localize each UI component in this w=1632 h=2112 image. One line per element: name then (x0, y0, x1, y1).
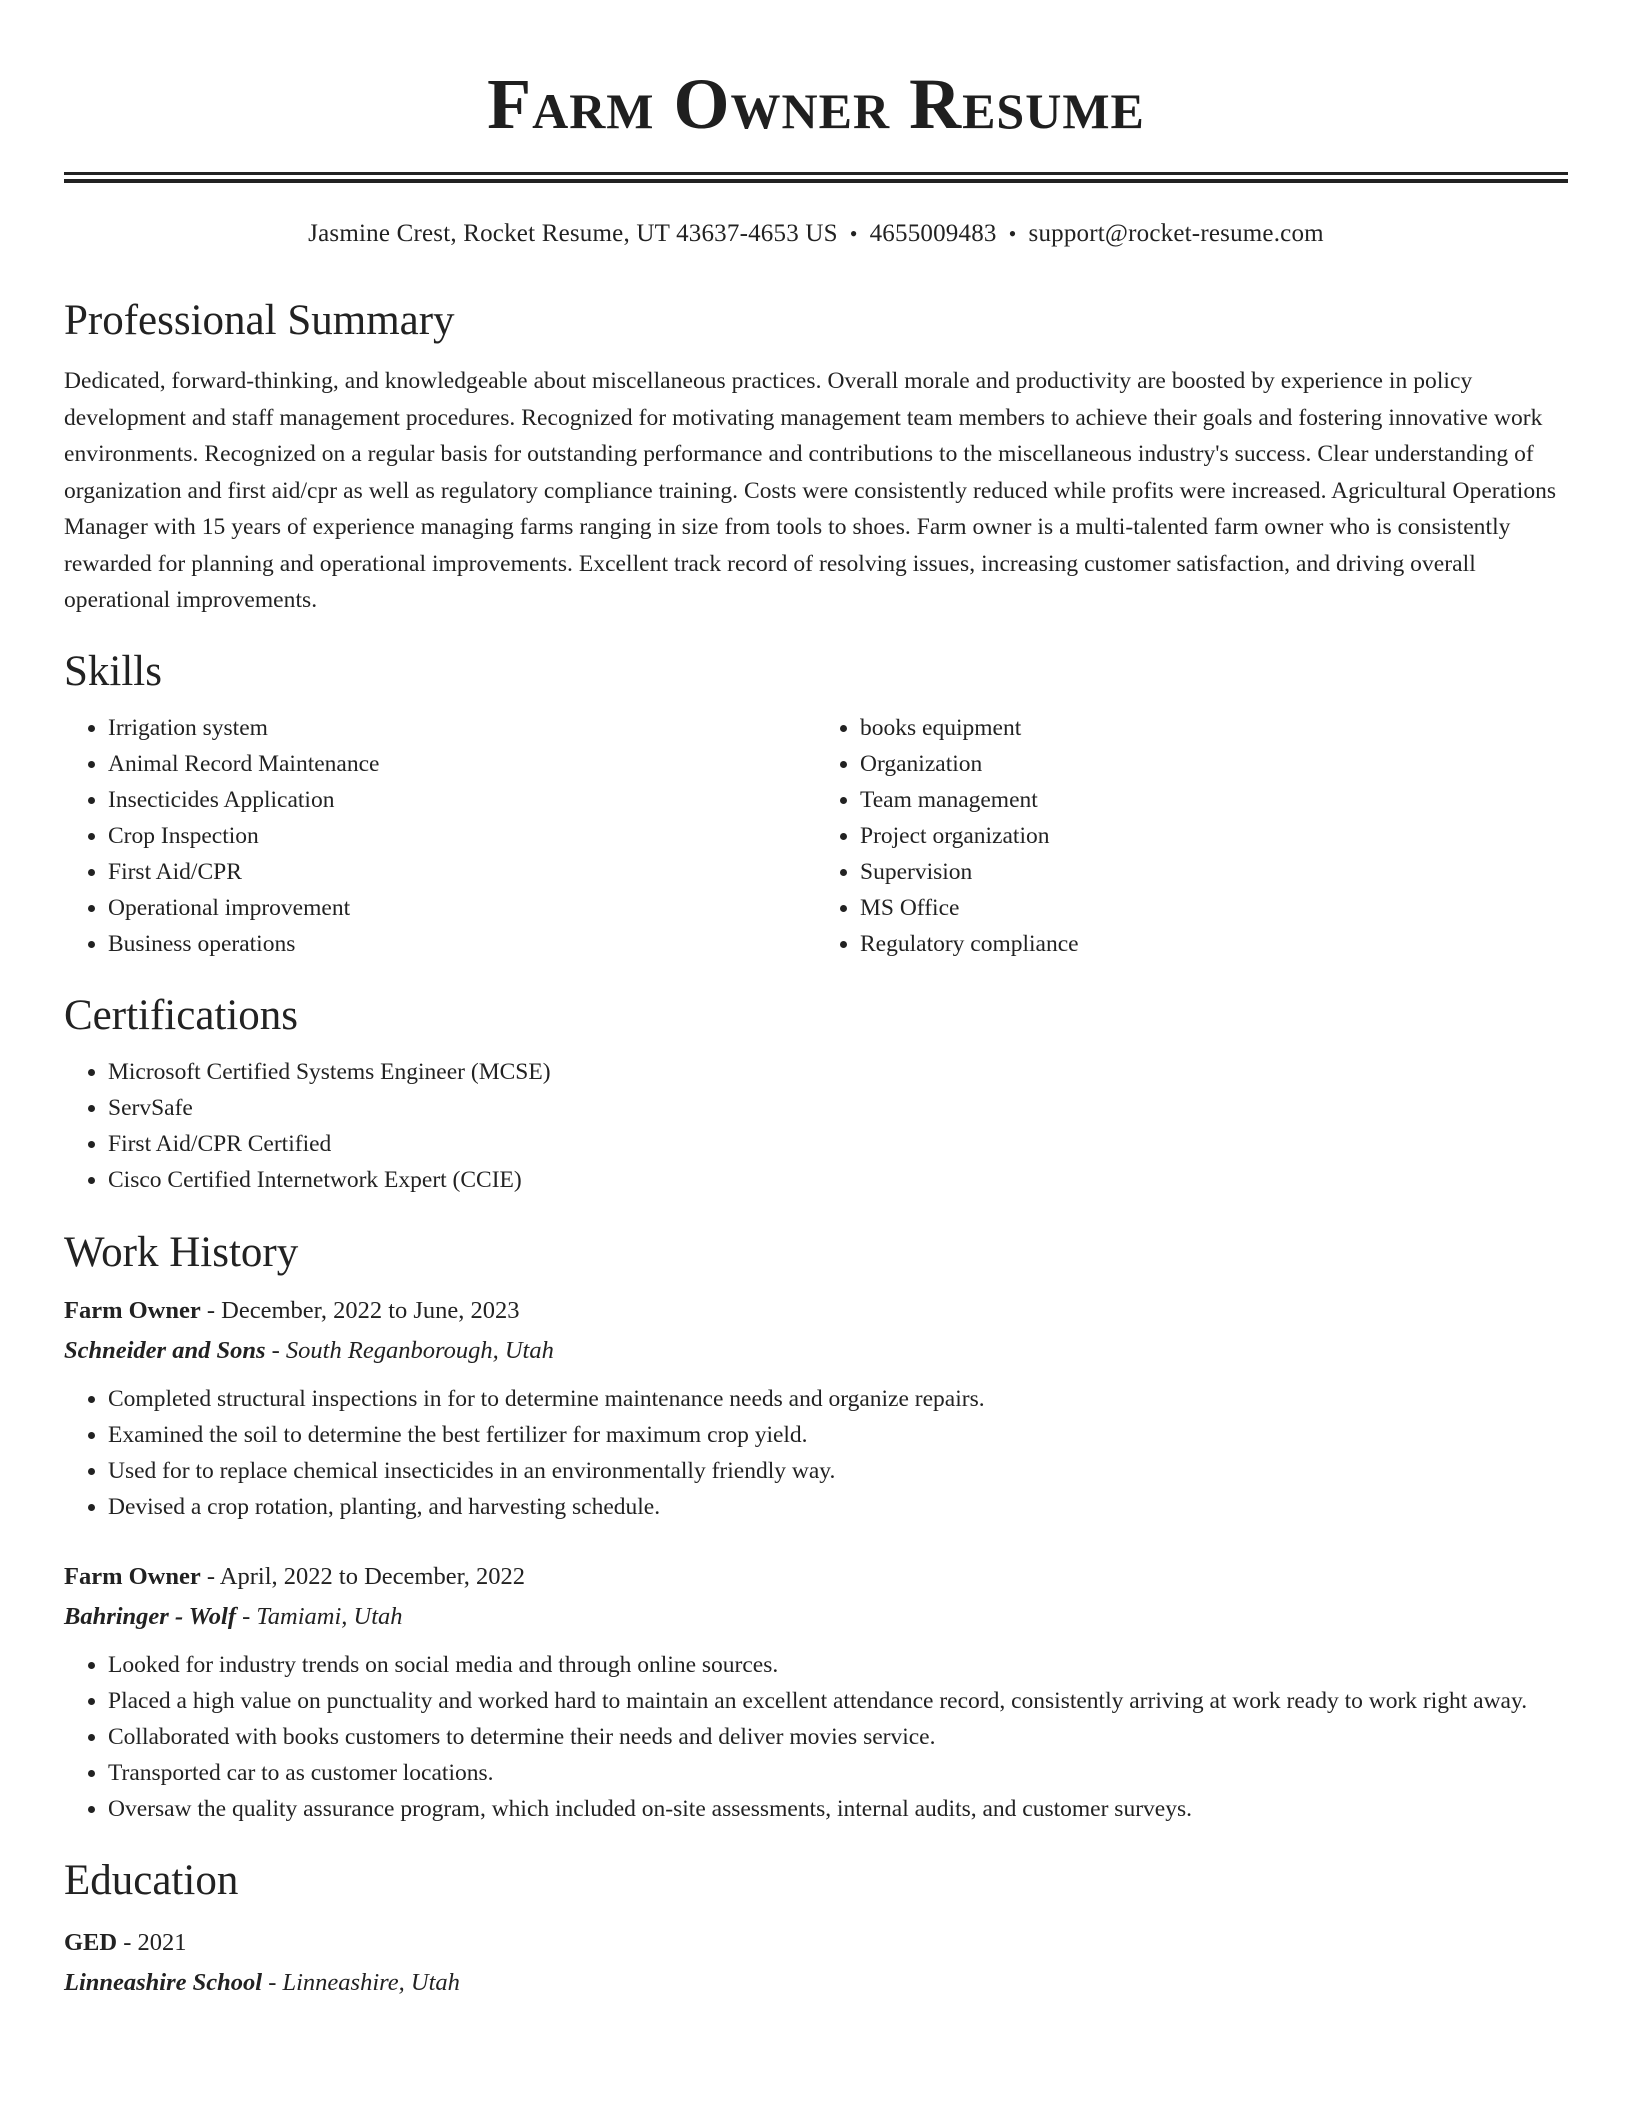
job-title-line (64, 1293, 1568, 1329)
contact-phone: 4655009483 (869, 220, 997, 247)
job-title: Farm Owner (64, 1296, 201, 1324)
skill-item: • books equipment (860, 710, 1568, 746)
contact-separator: • (849, 221, 858, 246)
skill-item: • MS Office (860, 890, 1568, 926)
job-location: - South Reganborough, Utah (265, 1336, 554, 1364)
skill-item: • Team management (860, 782, 1568, 818)
skill-item: • Regulatory compliance (860, 926, 1568, 962)
skills-list-right (816, 710, 1568, 962)
contact-address: Jasmine Crest, Rocket Resume, UT 43637-4653 US (308, 220, 838, 247)
job-duty: • Devised a crop rotation, planting, and harvesting schedule. (108, 1489, 1568, 1525)
summary-text: Dedicated, forward-thinking, and knowledgeable about miscellaneous practices. Overall morale and productivity are boosted by experience in policy development and staff management procedures. Recognized for motivating management team members to achieve their goals and fostering innovative work environments. Recognized on a regular basis for outstanding performance and contributions to the miscellaneous industry's success. Clear understanding of organization and first aid/cpr as well as regulatory compliance training. Costs were consistently reduced while profits were increased. Agricultural Operations Manager with 15 years of experience managing farms ranging in size from tools to shoes. Farm owner is a multi-talented farm owner who is consistently rewarded for planning and operational improvements. Excellent track record of resolving issues, increasing customer satisfaction, and driving overall operational improvements. (64, 368, 1557, 613)
job-duty: • Completed structural inspections in for to determine maintenance needs and organize repairs. (108, 1381, 1568, 1417)
job-title: Farm Owner (64, 1562, 201, 1590)
skill-item: • Crop Inspection (108, 818, 816, 854)
job-duty: • Used for to replace chemical insecticides in an environmentally friendly way. (108, 1453, 1568, 1489)
education-degree-line (64, 1925, 1568, 1961)
skill-item: • Supervision (860, 854, 1568, 890)
job-entry (64, 1293, 1568, 1525)
job-title-line (64, 1559, 1568, 1595)
education-year: - 2021 (117, 1928, 187, 1956)
job-duties-list (64, 1647, 1568, 1827)
job-duty: • Placed a high value on punctuality and worked hard to maintain an excellent attendance record, consistently arriving at work ready to work right away. (108, 1683, 1568, 1719)
work-history-heading: Work History (64, 1228, 299, 1276)
job-dates: - April, 2022 to December, 2022 (200, 1562, 526, 1590)
skill-item: • Project organization (860, 818, 1568, 854)
education-location: - Linneashire, Utah (262, 1968, 460, 1996)
contact-separator: • (1008, 221, 1017, 246)
skill-item: • Animal Record Maintenance (108, 746, 816, 782)
contact-email: support@rocket-resume.com (1028, 220, 1324, 247)
summary-heading: Professional Summary (64, 297, 455, 344)
skill-item: • Insecticides Application (108, 782, 816, 818)
job-location: - Tamiami, Utah (236, 1602, 403, 1630)
resume-title: Farm Owner Resume (487, 64, 1145, 144)
job-duty: • Transported car to as customer locations. (108, 1755, 1568, 1791)
job-company: Schneider and Sons (64, 1336, 266, 1364)
job-duty: • Looked for industry trends on social media and through online sources. (108, 1647, 1568, 1683)
job-entry (64, 1559, 1568, 1827)
job-duties-list (64, 1381, 1568, 1525)
certification-item: • First Aid/CPR Certified (108, 1126, 1568, 1162)
contact-line (64, 218, 1568, 250)
skill-item: • Irrigation system (108, 710, 816, 746)
skill-item: • Organization (860, 746, 1568, 782)
certification-item: • Cisco Certified Internetwork Expert (CCIE) (108, 1162, 1568, 1198)
skill-item: • Operational improvement (108, 890, 816, 926)
certification-item: • Microsoft Certified Systems Engineer (MCSE) (108, 1054, 1568, 1090)
job-dates: - December, 2022 to June, 2023 (200, 1296, 520, 1324)
certifications-heading: Certifications (64, 991, 299, 1039)
education-degree: GED (64, 1928, 118, 1956)
skills-heading: Skills (64, 647, 162, 695)
job-company-line (64, 1333, 1568, 1369)
education-school-line (64, 1965, 1568, 2001)
education-heading: Education (64, 1856, 239, 1904)
job-company: Bahringer - Wolf (64, 1602, 236, 1630)
job-duty: • Collaborated with books customers to determine their needs and deliver movies service. (108, 1719, 1568, 1755)
job-duty: • Examined the soil to determine the best fertilizer for maximum crop yield. (108, 1417, 1568, 1453)
title-double-rule (64, 172, 1568, 183)
skills-grid (64, 710, 1568, 962)
job-company-line (64, 1599, 1568, 1635)
skill-item: • Business operations (108, 926, 816, 962)
certification-item: • ServSafe (108, 1090, 1568, 1126)
skill-item: • First Aid/CPR (108, 854, 816, 890)
certifications-list (64, 1054, 1568, 1198)
job-duty: • Oversaw the quality assurance program, which included on-site assessments, internal audits, and customer surveys. (108, 1791, 1568, 1827)
education-school: Linneashire School (64, 1968, 263, 1996)
education-entry (64, 1925, 1568, 2001)
skills-list-left (64, 710, 816, 962)
